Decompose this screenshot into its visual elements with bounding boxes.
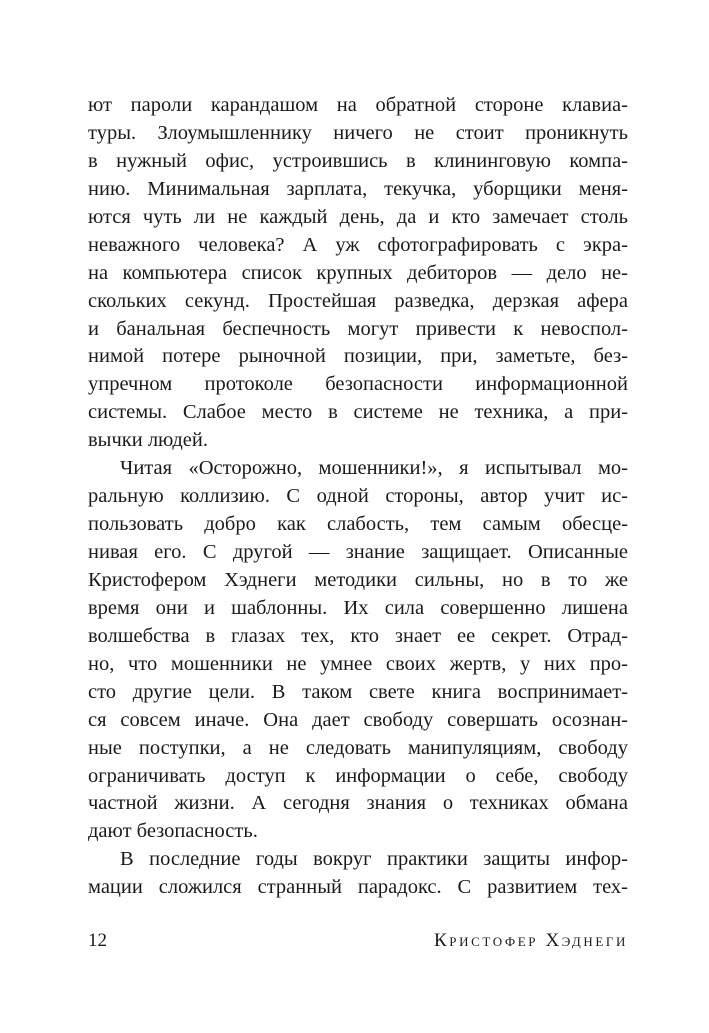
text-line: туры. Злоумышленнику ничего не стоит проникнуть xyxy=(88,121,628,144)
text-line: в нужный офис, устроившись в клининговую компа- xyxy=(88,149,628,172)
text-line: но, что мошенники не умнее своих жертв, у них про- xyxy=(88,652,628,675)
text-line: скольких секунд. Простейшая разведка, дерзкая афера xyxy=(88,289,628,312)
text-line: пользовать добро как слабость, тем самым обесце- xyxy=(88,513,628,536)
page-number: 12 xyxy=(88,930,107,951)
text-line: время они и шаблонны. Их сила совершенно лишена xyxy=(88,596,628,619)
text-line: нивая его. С другой — знание защищает. Описанные xyxy=(88,541,628,563)
running-head: Кристофер Хэднеги xyxy=(434,930,628,951)
text-line: системы. Слабое место в системе не техника, а при- xyxy=(88,401,628,424)
text-line: ся совсем иначе. Она дает свободу совершать осознан- xyxy=(88,708,628,731)
text-line: и банальная беспечность могут привести к невоспол- xyxy=(88,317,628,340)
text-line: нимой потере рыночной позиции, при, заметьте, без- xyxy=(88,345,628,368)
text-line: упречном протоколе безопасности информационной xyxy=(88,373,628,396)
body-text xyxy=(88,92,628,902)
text-line: вычки людей. xyxy=(88,429,208,452)
text-line: В последние годы вокруг практики защиты инфор- xyxy=(120,848,628,871)
text-line: ральную коллизию. С одной стороны, автор учит ис- xyxy=(88,485,628,508)
text-line: сто другие цели. В таком свете книга воспринимает- xyxy=(88,680,628,703)
text-line: ограничивать доступ к информации о себе, свободу xyxy=(88,764,628,787)
text-line: волшебства в глазах тех, кто знает ее секрет. Отрад- xyxy=(88,624,628,647)
text-line: Кристофером Хэднеги методики сильны, но в то же xyxy=(88,568,628,591)
page-footer xyxy=(88,926,628,956)
text-line: частной жизни. А сегодня знания о техниках обмана xyxy=(88,792,628,815)
text-line: неважного человека? А уж сфотографировать с экра- xyxy=(88,233,628,256)
text-line: на компьютера список крупных дебиторов — дело не- xyxy=(88,261,628,284)
text-line: мации сложился странный парадокс. С развитием тех- xyxy=(88,876,628,899)
text-line: дают безопасность. xyxy=(88,820,258,843)
text-line: Читая «Осторожно, мошенники!», я испытывал мо- xyxy=(120,457,628,480)
text-line: ются чуть ли не каждый день, да и кто замечает столь xyxy=(88,205,628,228)
text-line: нию. Минимальная зарплата, текучка, уборщики меня- xyxy=(88,177,628,200)
text-line: ют пароли карандашом на обратной стороне клавиа- xyxy=(88,94,628,116)
text-line: ные поступки, а не следовать манипуляциям, свободу xyxy=(88,736,628,759)
